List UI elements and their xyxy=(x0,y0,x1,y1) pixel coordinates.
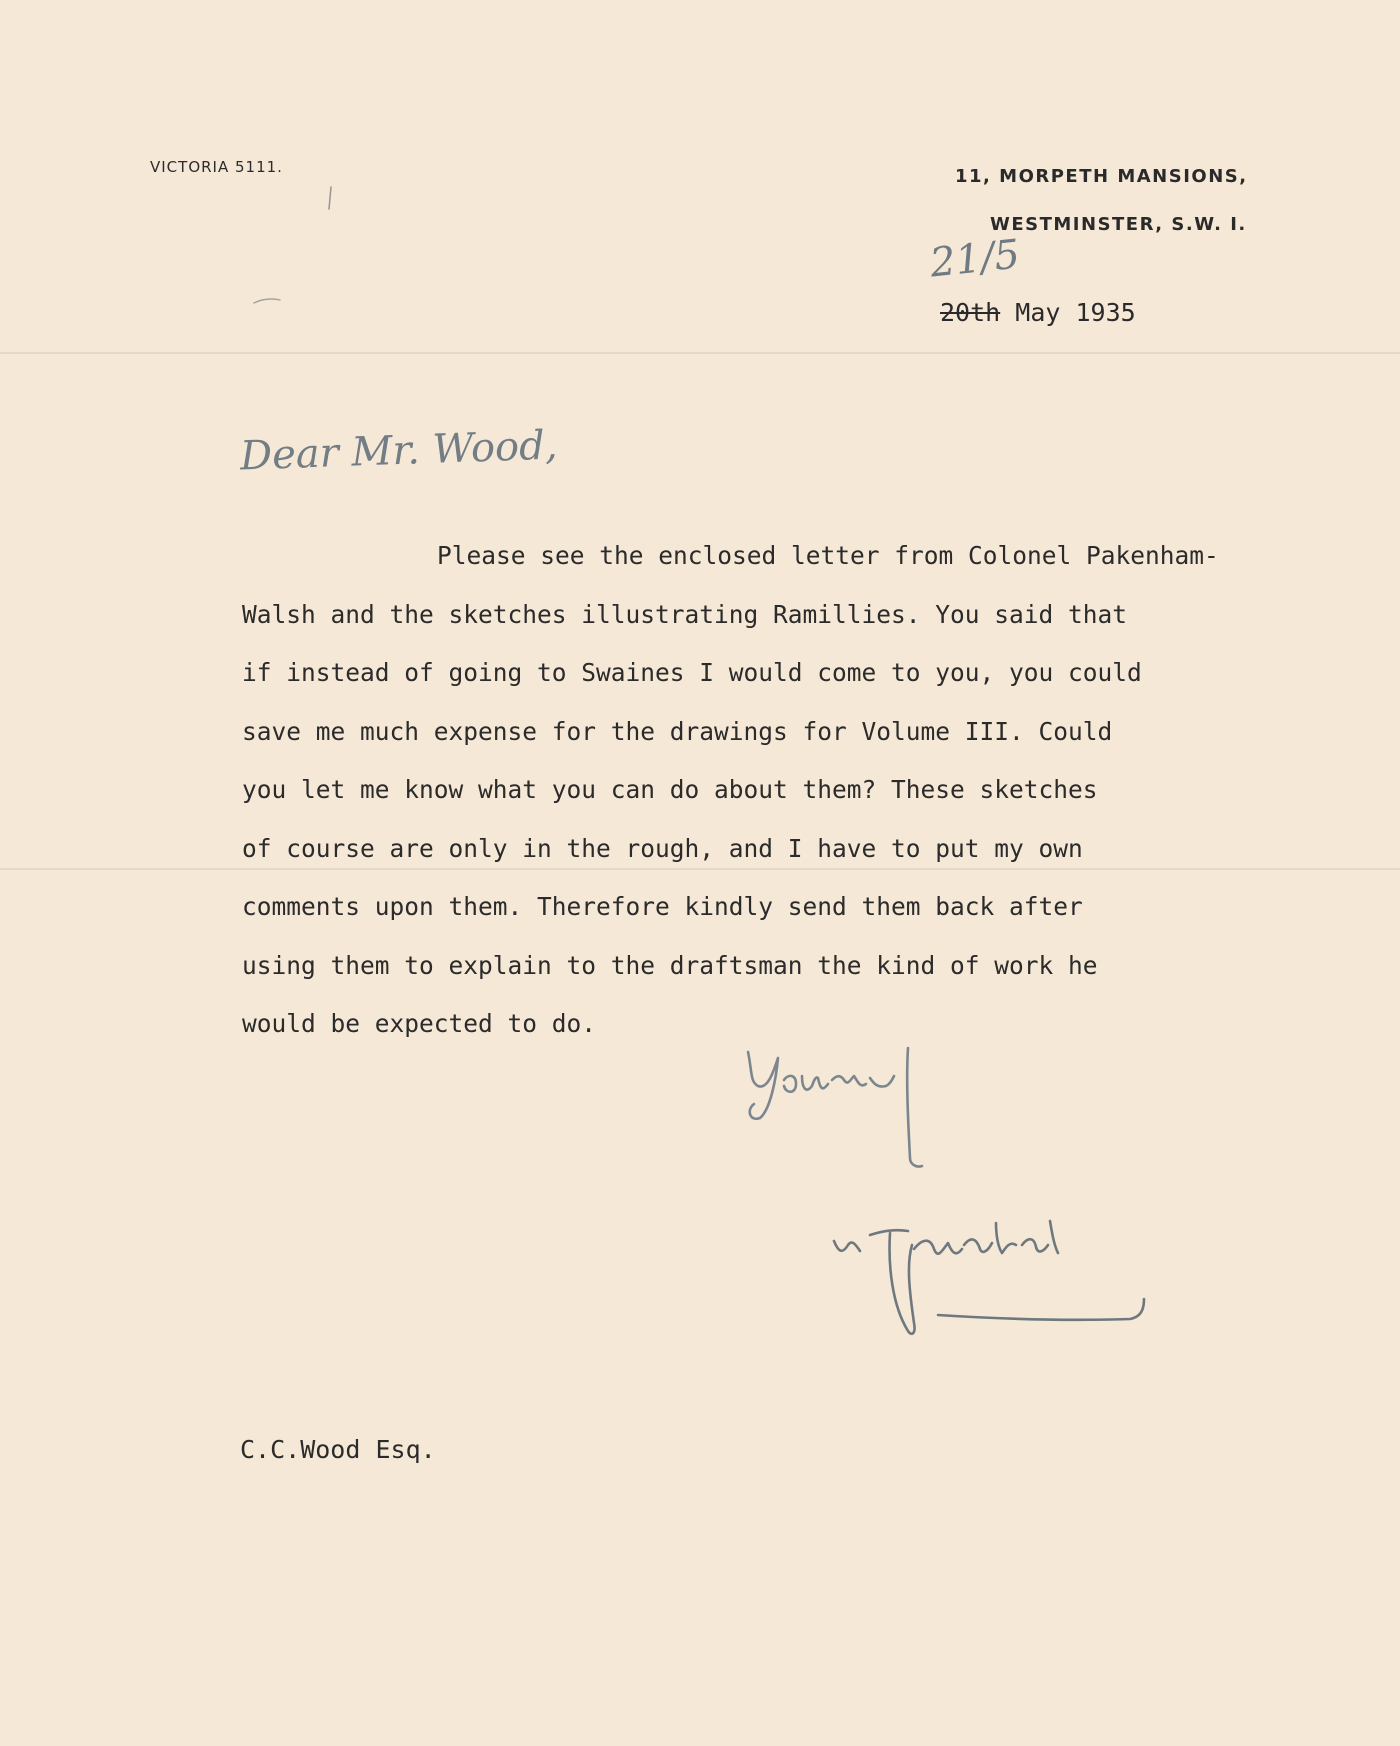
body-line: would be expected to do. xyxy=(242,1009,597,1038)
struck-out-day: 20th xyxy=(940,298,1001,327)
typed-date xyxy=(940,298,1136,327)
body-line: using them to explain to the draftsman the kind of work he xyxy=(242,950,1098,980)
letter-body xyxy=(242,527,1362,1054)
fold-line-upper xyxy=(0,352,1400,354)
handwritten-salutation: Dear Mr. Wood, xyxy=(239,422,559,480)
body-line: if instead of going to Swaines I would come to you, you could xyxy=(242,658,1142,687)
pencil-mark xyxy=(252,296,282,306)
handwritten-date-correction: 21/5 xyxy=(927,231,1022,287)
letterhead-address-line-2: WESTMINSTER, S.W. I. xyxy=(990,214,1247,235)
body-line: of course are only in the rough, and I have to put my own xyxy=(242,833,1083,863)
letterhead-phone-number: VICTORIA 5111. xyxy=(150,158,283,176)
body-line: comments upon them. Therefore kindly send them back after xyxy=(242,892,1083,921)
body-line: save me much expense for the drawings for Volume III. Could xyxy=(242,716,1113,746)
body-line: Walsh and the sketches illustrating Ramillies. You said that xyxy=(242,599,1128,629)
letterhead-address-line-1: 11, MORPETH MANSIONS, xyxy=(955,166,1248,187)
handwritten-signature xyxy=(830,1215,1190,1345)
date-month-year: May 1935 xyxy=(1015,298,1136,327)
body-line: you let me know what you can do about them? These sketches xyxy=(242,775,1098,804)
body-line: Please see the enclosed letter from Colonel Pakenham- xyxy=(437,541,1219,570)
pencil-mark xyxy=(326,185,334,211)
handwritten-closing xyxy=(740,1040,960,1200)
recipient-line: C.C.Wood Esq. xyxy=(240,1435,436,1464)
